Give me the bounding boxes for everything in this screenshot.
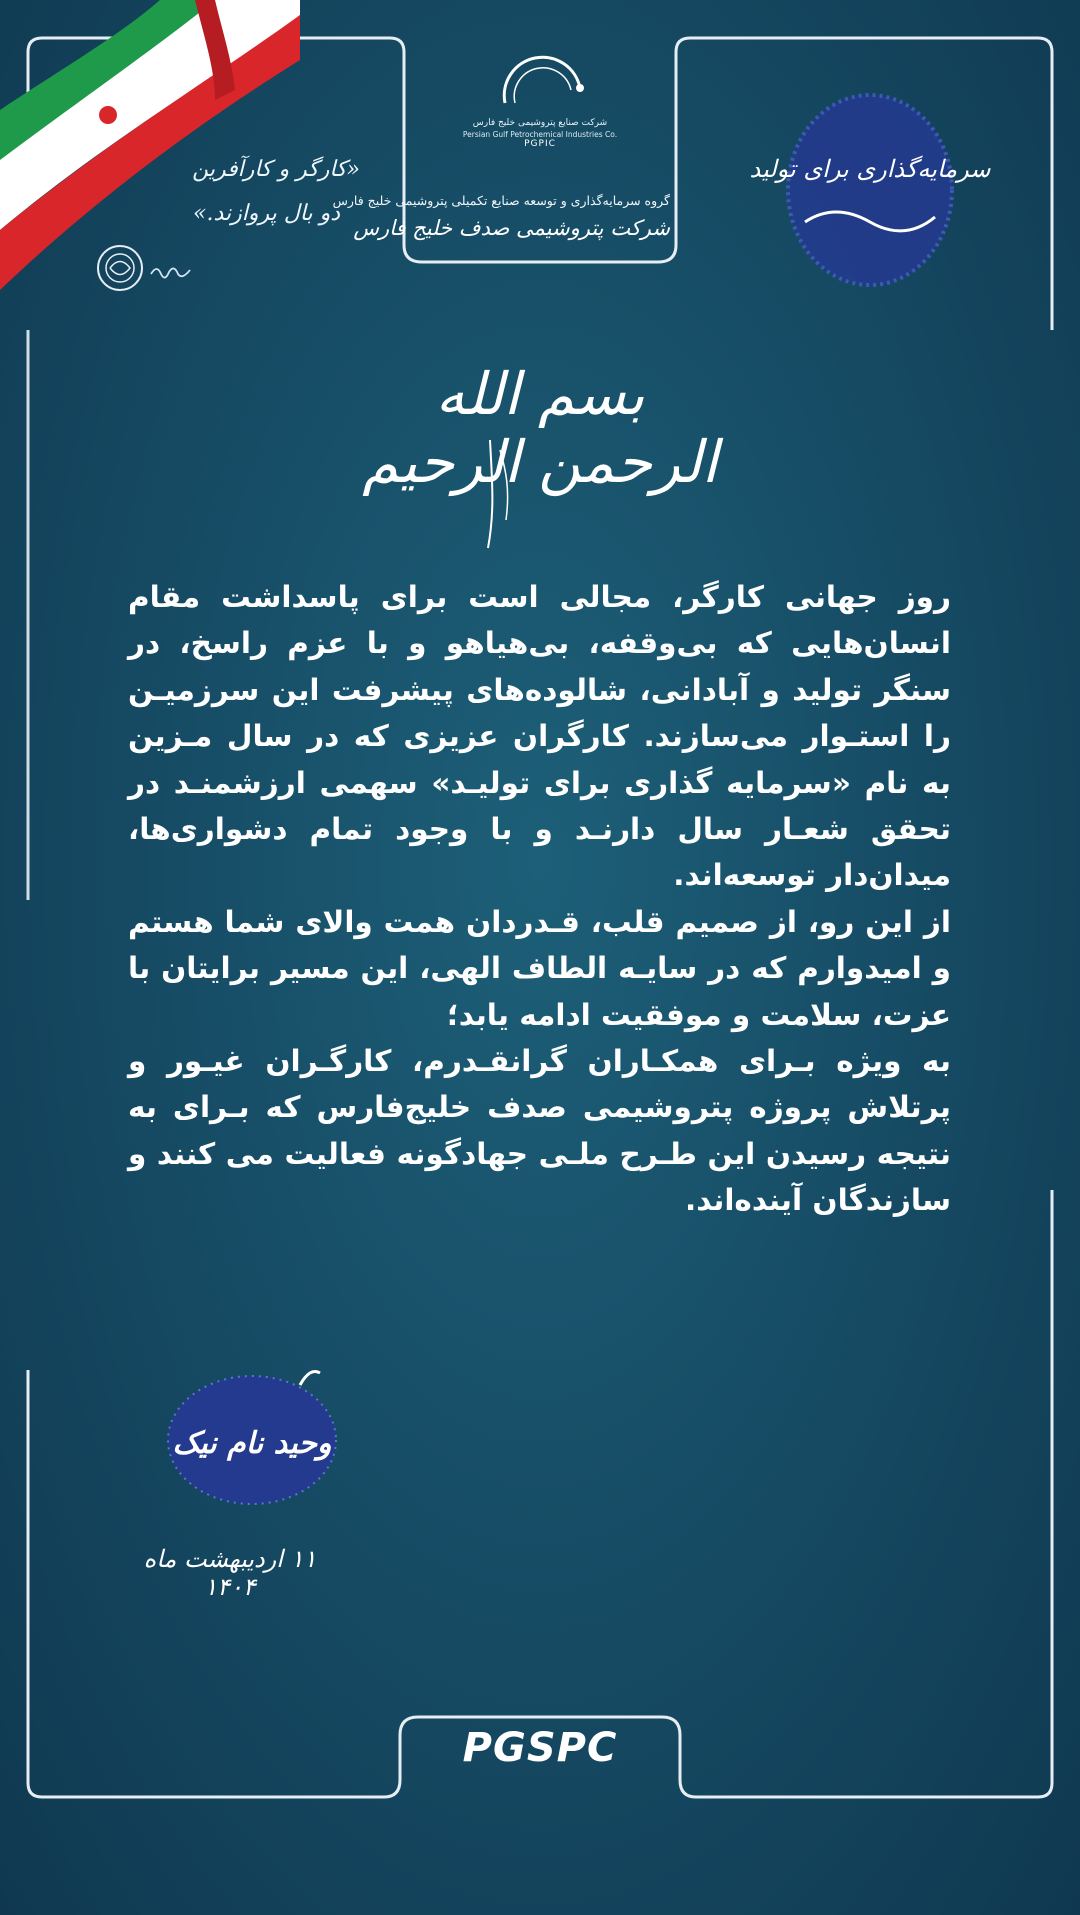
company-header bbox=[332, 48, 670, 240]
year-motto-emblem bbox=[749, 82, 991, 292]
company-arc-text: شرکت صنایع پتروشیمی خلیج فارس bbox=[472, 118, 608, 128]
message-date: ۱۱ اردیبهشت ماه ۱۴۰۴ bbox=[143, 1545, 317, 1601]
pgspc-footer-logo: PGSPC bbox=[462, 1725, 618, 1771]
motto-quote bbox=[170, 148, 360, 236]
year-motto-text: سرمایه‌گذاری برای تولید bbox=[749, 155, 991, 183]
signature-seal bbox=[160, 1365, 345, 1510]
company-name: شرکت پتروشیمی صدف خلیج فارس bbox=[353, 216, 670, 240]
message-paragraph-2: از این رو، از صمیم قلب، قـدردان همت والای شما هستم و امیدوارم که در سایـه الطاف الهی، این مسیر برایتان با عزت، سلامت و موفقیت ادامه یابد؛ bbox=[128, 904, 951, 1032]
company-group-line: گروه سرمایه‌گذاری و توسعه صنایع تکمیلی پتروشیمی خلیج فارس bbox=[332, 193, 670, 208]
pgpic-logo-icon bbox=[485, 48, 595, 118]
message-body bbox=[128, 574, 951, 1224]
company-english-name: Persian Gulf Petrochemical Industries Co. bbox=[462, 130, 618, 139]
mini-signature-icon bbox=[148, 262, 193, 282]
quote-line-2: دو بال پروازند.» bbox=[193, 201, 340, 226]
calligraphy-flourish-icon bbox=[440, 440, 540, 550]
message-paragraph-1: روز جهانی کارگر، مجالی است برای پاسداشت مقام انسان‌هایی که بی‌وقفه، بی‌هیاهو و با عزم راسخ، در سنگر تولید و آبادانی، شالوده‌های پیشرفت این سرزمیـن را استـوار می‌سازند. کارگران عزیزی که در سال مـزین به نام «سرمایه گذاری برای تولیـد» سهمی ارزشمنـد در تحقق شعـار سال دارنـد و با وجود تمام دشواری‌ها، میدان‌دار توسعه‌اند. bbox=[128, 580, 951, 893]
message-paragraph-3: به ویژه بـرای همکـاران گرانقـدرم، کارگـران غیـور و پرتلاش پروژه پتروشیمی صدف خلیج‌فارس که بـرای به نتیجه رسیدن این طـرح ملـی جهادگونه فعالیت می کنند و سازندگان آینده‌اند. bbox=[128, 1044, 951, 1218]
bismillah-calligraphy: بسم الله الرحمن الرحیم bbox=[362, 360, 718, 496]
leader-office-logo-icon bbox=[95, 243, 145, 293]
company-abbreviation: PGPIC bbox=[524, 139, 556, 149]
quote-line-1: «کارگر و کارآفرین bbox=[192, 157, 360, 182]
signature-name: وحید نام نیک bbox=[172, 1426, 332, 1461]
